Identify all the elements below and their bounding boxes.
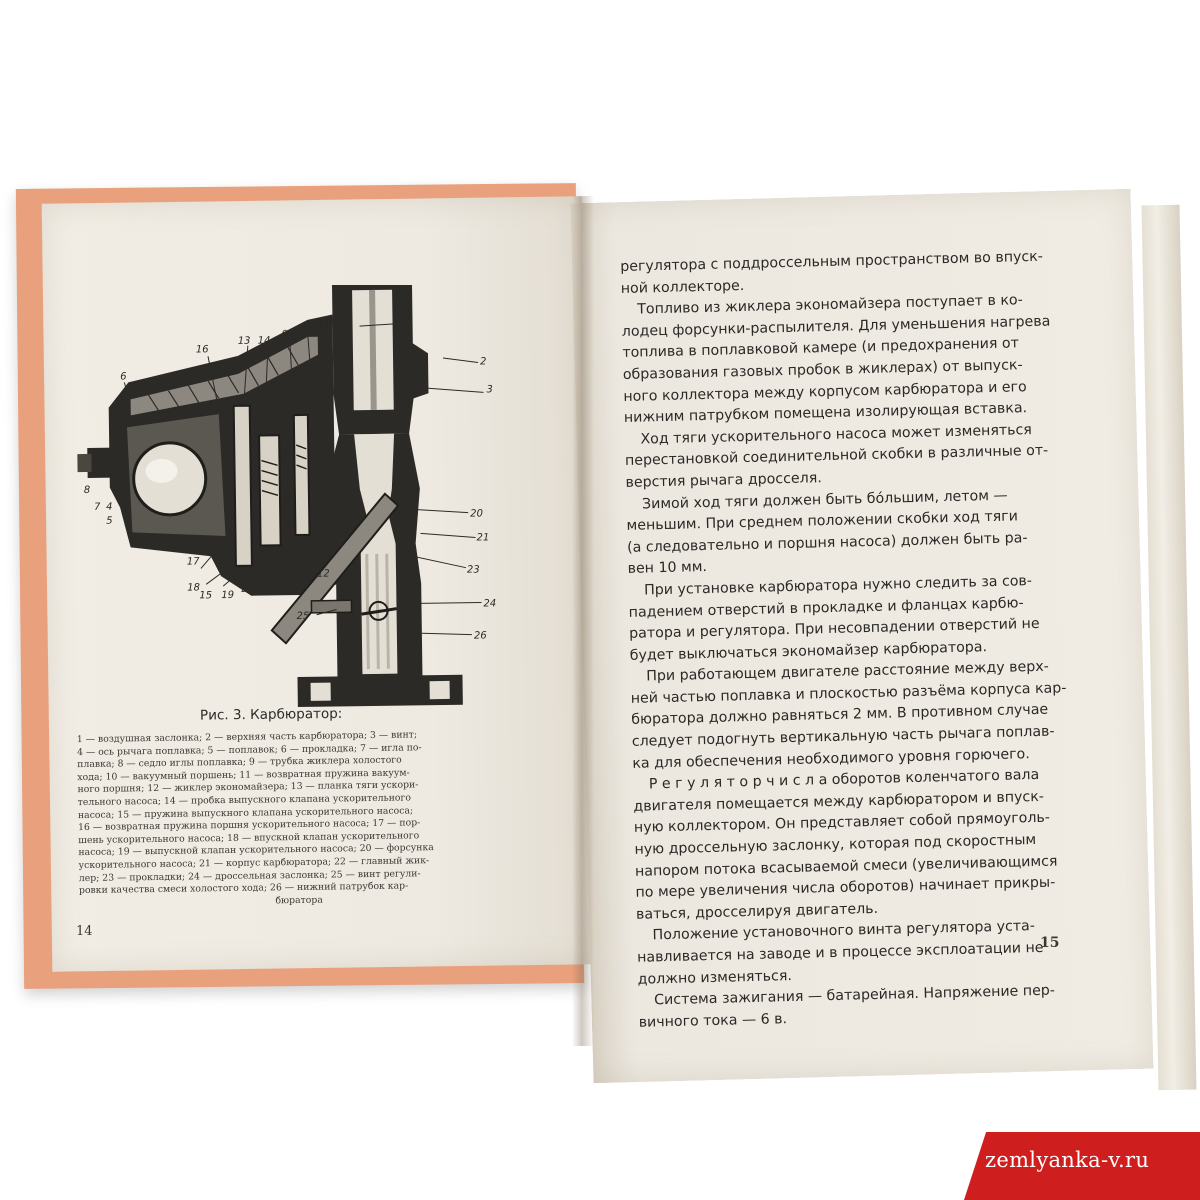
callout-3: 3 <box>486 384 493 396</box>
figure-legend <box>77 728 519 910</box>
text-line: падением отверстий в прокладке и фланцах карбю- <box>628 594 1024 621</box>
callout-2: 2 <box>480 356 487 368</box>
text-line: ней частью поплавка и плоскостью разъёма корпуса кар- <box>630 680 1067 707</box>
legend-line: тельного насоса; 14 — пробка выпускного клапана ускорительного <box>77 792 412 809</box>
callout-12: 12 <box>316 568 330 580</box>
text-line: перестановкой соединительной скобки в различные от- <box>624 442 1049 470</box>
callout-11: 11 <box>317 318 331 330</box>
legend-line: 16 — возвратная пружина поршня ускорительного насоса; 17 — пор- <box>78 817 421 834</box>
text-line: должно изменяться. <box>637 967 793 988</box>
book-gutter <box>572 196 594 1046</box>
text-line: ной коллекторе. <box>620 277 745 297</box>
text-line: напором потока всасываемой смеси (увеличивающимся <box>634 853 1058 880</box>
page-number-left: 14 <box>76 924 93 939</box>
text-line: ную дроссельную заслонку, которая под скоростным <box>634 832 1037 858</box>
text-line: ного коллектора между корпусом карбюратора и его <box>623 378 1027 405</box>
callout-21: 21 <box>476 532 490 544</box>
text-line: Зимой ход тяги должен быть бо́льшим, летом — <box>641 487 1008 513</box>
callout-4: 4 <box>106 501 113 513</box>
text-line: следует подогнуть вертикальную часть рычага поплав- <box>631 723 1055 750</box>
text-line: образования газовых пробок в жиклерах) от выпуск- <box>622 357 1023 383</box>
legend-line: бюратора <box>275 894 323 907</box>
callout-26: 26 <box>473 630 487 642</box>
text-line: ваться, дросселируя двигатель. <box>635 900 879 923</box>
callout-7: 7 <box>94 501 101 513</box>
watermark-text: zemlyanka-v.ru <box>985 1148 1150 1172</box>
text-line: лодец форсунки-распылителя. Для уменьшения нагрева <box>621 313 1051 340</box>
text-line: При установке карбюратора нужно следить за сов- <box>643 572 1033 599</box>
callout-1: 1 <box>343 316 350 328</box>
text-line: При работающем двигателе расстояние между верх- <box>646 658 1049 685</box>
right-page-text <box>620 246 1099 1034</box>
legend-line: ного поршня; 12 — жиклер экономайзера; 13 — планка тяги ускори- <box>77 779 419 796</box>
callout-14: 14 <box>257 335 271 347</box>
legend-line: насоса; 19 — выпускной клапан ускорительного насоса; 20 — форсунка <box>78 842 434 859</box>
legend-line: плавка; 8 — седло иглы поплавка; 9 — трубка жиклера холостого <box>77 754 402 771</box>
callout-6: 6 <box>120 371 127 383</box>
callout-9: 9 <box>281 329 289 341</box>
callout-8: 8 <box>83 484 91 497</box>
text-line: вен 10 мм. <box>627 559 708 578</box>
text-line: (а следовательно и поршня насоса) должен быть ра- <box>626 529 1028 556</box>
callout-24: 24 <box>483 598 497 610</box>
text-line: двигателя помещается между карбюратором и впуск- <box>633 788 1045 815</box>
callout-23: 23 <box>466 564 480 576</box>
legend-line: 4 — ось рычага поплавка; 5 — поплавок; 6 — прокладка; 7 — игла по- <box>76 741 422 758</box>
carburetor-drawing <box>70 285 530 715</box>
text-line: топлива в поплавковой камере (и предохранения от <box>622 335 1020 362</box>
text-line: Топливо из жиклера экономайзера поступает в ко- <box>637 292 1023 318</box>
callout-13: 13 <box>237 335 251 347</box>
text-line: Р е г у л я т о р ч и с л а оборотов коленчатого вала <box>648 767 1040 793</box>
callout-19: 19 <box>221 589 235 602</box>
callout-15: 15 <box>199 590 213 602</box>
legend-line: лер; 23 — прокладки; 24 — дроссельная заслонка; 25 — винт регули- <box>78 867 421 884</box>
legend-line: насоса; 15 — пружина выпускного клапана ускорительного насоса; <box>77 804 414 821</box>
callout-18: 18 <box>187 582 201 594</box>
text-line: по мере увеличения числа оборотов) начинает прикры- <box>635 874 1056 902</box>
callout-22: 22 <box>241 583 255 595</box>
text-line: меньшим. При среднем положении скобки ход тяги <box>626 508 1019 535</box>
text-line: верстия рычага дросселя. <box>625 470 822 491</box>
text-line: ратора и регулятора. При несовпадении отверстий не <box>629 615 1040 642</box>
callout-5: 5 <box>106 515 113 527</box>
callout-20: 20 <box>470 508 484 520</box>
text-line: ка для обеспечения необходимого уровня горючего. <box>632 745 1030 772</box>
text-line: вичного тока — 6 в. <box>638 1010 788 1031</box>
text-line: Система зажигания — батарейная. Напряжение пер- <box>653 982 1056 1009</box>
legend-line: хода; 10 — вакуумный поршень; 11 — возвратная пружина вакуум- <box>77 767 410 783</box>
callout-16: 16 <box>195 344 209 356</box>
text-line: регулятора с поддроссельным пространством во впуск- <box>620 248 1044 275</box>
legend-line: ускорительного насоса; 21 — корпус карбюратора; 22 — главный жик- <box>78 855 430 872</box>
legend-line: 1 — воздушная заслонка; 2 — верхняя часть карбюратора; 3 — винт; <box>76 729 418 746</box>
text-line: будет выключаться экономайзер карбюратора. <box>629 638 988 664</box>
text-line: навливается на заводе и в процессе эксплоатации не <box>636 939 1044 966</box>
legend-line: ровки качества смеси холостого хода; 26 — нижний патрубок кар- <box>78 880 409 897</box>
text-line: Положение установочного винта регулятора уста- <box>652 918 1036 944</box>
page-number-right: 15 <box>1040 935 1060 951</box>
callout-10: 10 <box>301 320 315 332</box>
text-line: Ход тяги ускорительного насоса может изменяться <box>640 421 1033 448</box>
text-line: ную коллектором. Он представляет собой прямоуголь- <box>633 810 1051 837</box>
callout-17: 17 <box>186 556 200 568</box>
text-line: нижним патрубком помещена изолирующая вставка. <box>623 400 1028 427</box>
text-line: бюратора должно равняться 2 мм. В противном случае <box>631 702 1049 729</box>
callout-25: 25 <box>296 610 310 623</box>
legend-line: шень ускорительного насоса; 18 — впускной клапан ускорительного <box>78 830 420 846</box>
figure-caption: Рис. 3. Карбюратор: <box>199 705 343 724</box>
